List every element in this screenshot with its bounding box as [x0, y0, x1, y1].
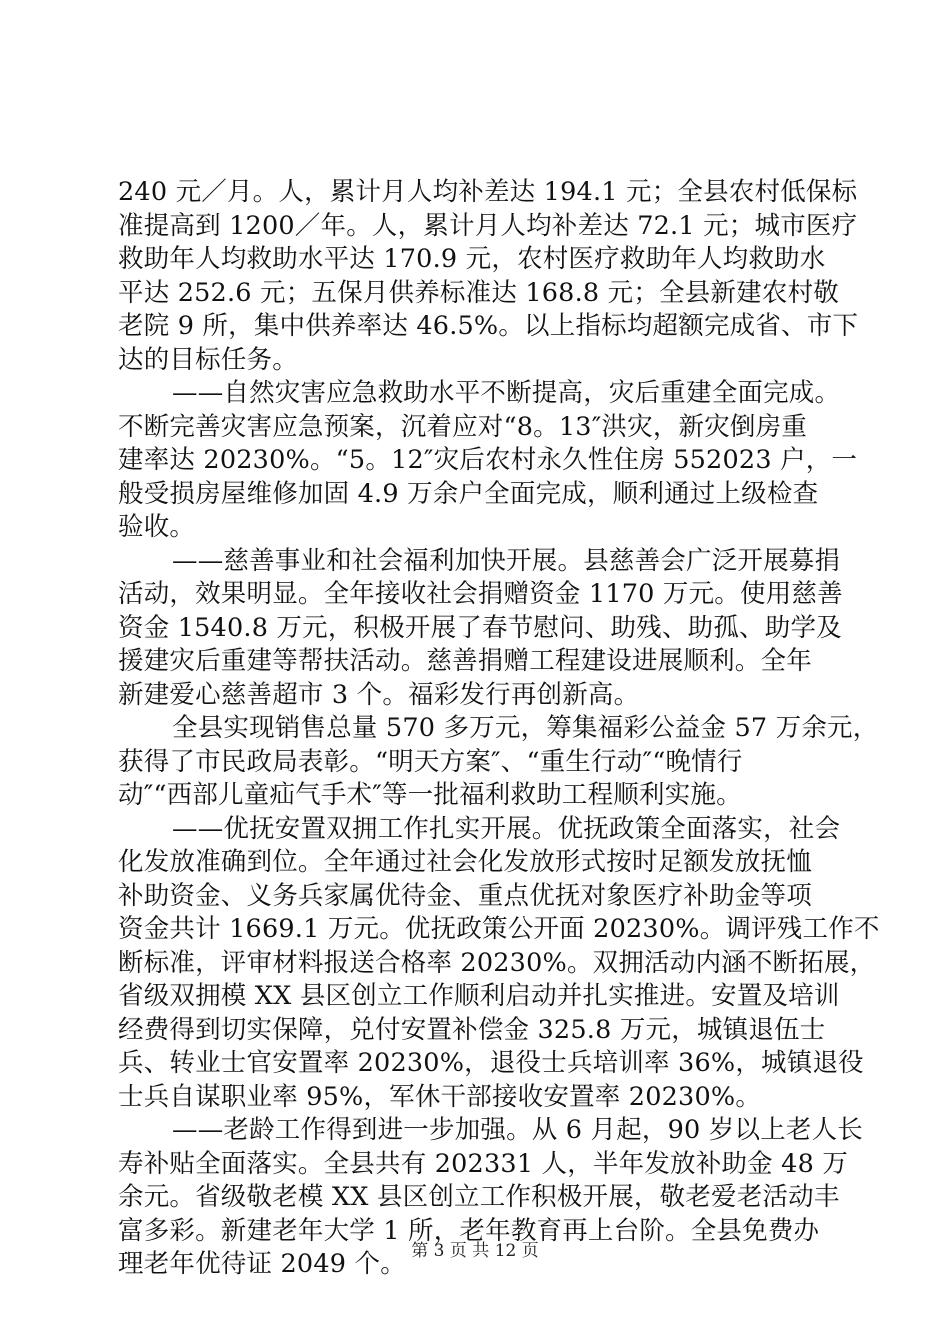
text-line: 资金 1540.8 万元，积极开展了春节慰问、助残、助孤、助学及 — [118, 612, 842, 643]
text-line: 援建灾后重建等帮扶活动。慈善捐赠工程建设进展顺利。全年 — [118, 646, 812, 676]
page-number-label: 第 3 页 共 12 页 — [411, 1241, 539, 1261]
text-line: 不断完善灾害应急预案，沉着应对“8。13″洪灾，新灾倒房重 — [118, 411, 808, 442]
text-line: 化发放准确到位。全年通过社会化发放形式按时足额发放抚恤 — [118, 847, 812, 877]
text-line: 富多彩。新建老年大学 1 所，老年教育再上台阶。全县免费办 — [118, 1215, 820, 1246]
text-line: 士兵自谋职业率 95%，军休干部接收安置率 20230%。 — [118, 1081, 762, 1112]
text-line: 准提高到 1200／年。人，累计月人均补差达 72.1 元；城市医疗 — [118, 210, 858, 241]
page-footer — [0, 1240, 950, 1262]
text-line: 资金共计 1669.1 万元。优抚政策公开面 20230%。调评残工作不 — [118, 914, 880, 944]
text-line: 验收。 — [118, 512, 196, 542]
text-line: 活动，效果明显。全年接收社会捐赠资金 1170 万元。使用慈善 — [118, 579, 843, 609]
text-line: 救助年人均救助水平达 170.9 元，农村医疗救助年人均救助水 — [118, 244, 826, 274]
text-line: 补助资金、义务兵家属优待金、重点优抚对象医疗补助金等项 — [118, 880, 812, 911]
paragraph-start-elderly: ——老龄工作得到进一步加强。从 6 月起，90 岁以上老人长 — [172, 1115, 863, 1145]
paragraph-start-disaster-relief: ——自然灾害应急救助水平不断提高，灾后重建全面完成。 — [172, 378, 841, 408]
body-text — [118, 176, 880, 1282]
paragraph-start-charity: ——慈善事业和社会福利加快开展。县慈善会广泛开展募捐 — [172, 545, 841, 576]
text-line: 经费得到切实保障，兑付安置补偿金 325.8 万元，城镇退伍士 — [118, 1014, 826, 1045]
text-line: 断标准，评审材料报送合格率 20230%。双拥活动内涵不断拓展， — [118, 947, 876, 978]
text-line: 动″“西部儿童疝气手术″等一批福利救助工程顺利实施。 — [118, 780, 742, 810]
text-line: 老院 9 所，集中供养率达 46.5%。以上指标均超额完成省、市下 — [118, 311, 859, 341]
text-line: 余元。省级敬老模 XX 县区创立工作积极开展，敬老爱老活动丰 — [118, 1182, 840, 1212]
text-line: 寿补贴全面落实。全县共有 202331 人，半年发放补助金 48 万 — [118, 1148, 849, 1179]
text-line: 240 元／月。人，累计月人均补差达 194.1 元；全县农村低保标 — [118, 177, 858, 207]
text-line: 兵、转业士官安置率 20230%，退役士兵培训率 36%，城镇退役 — [118, 1048, 864, 1078]
paragraph-start-lottery: 全县实现销售总量 570 多万元，筹集福彩公益金 57 万余元， — [172, 713, 879, 743]
text-line: 达的目标任务。 — [118, 344, 298, 375]
paragraph-start-veterans: ——优抚安置双拥工作扎实开展。优抚政策全面落实，社会 — [172, 813, 841, 844]
text-line: 省级双拥模 XX 县区创立工作顺利启动并扎实推进。安置及培训 — [118, 981, 840, 1011]
text-line: 建率达 20230%。“5。12″灾后农村永久性住房 552023 户，一 — [118, 445, 858, 475]
text-line: 理老年优待证 2049 个。 — [118, 1249, 406, 1279]
text-line: 般受损房屋维修加固 4.9 万余户全面完成，顺利通过上级检查 — [118, 478, 819, 509]
text-line: 平达 252.6 元；五保月供养标准达 168.8 元；全县新建农村敬 — [118, 277, 839, 308]
text-line: 获得了市民政局表彰。“明天方案″、“重生行动″“晚情行 — [118, 746, 743, 777]
text-line: 新建爱心慈善超市 3 个。福彩发行再创新高。 — [118, 679, 640, 710]
